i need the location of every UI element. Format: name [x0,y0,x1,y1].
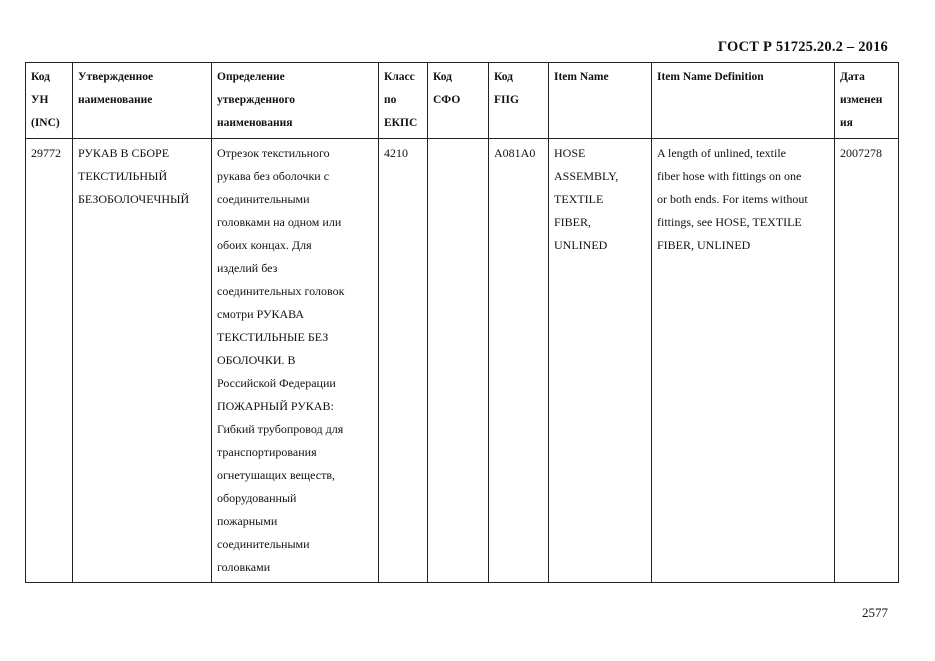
cell-ekps-class [379,139,428,583]
cell-text-line: TEXTILE [554,192,604,206]
header-text-line: Код [494,71,514,83]
cell-text-line: fittings, see HOSE, TEXTILE [657,215,802,229]
document-code: ГОСТ Р 51725.20.2 – 2016 [717,39,888,55]
cell-text-line: Гибкий трубопровод для [217,422,344,436]
cell-text-line: FIBER, UNLINED [657,238,751,252]
header-sfo-code [428,63,489,139]
cell-text-line: огнетушащих веществ, [217,468,336,482]
header-text-line: Item Name Definition [657,71,764,83]
header-text-line: Определение [217,71,285,83]
header-text-line: ия [840,117,853,129]
cell-text-line: ТЕКСТИЛЬНЫЕ БЕЗ [217,330,329,344]
cell-fiig-code [489,139,549,583]
header-text-line: FIIG [494,94,519,106]
header-text-line: УН [31,94,49,106]
cell-text-line: fiber hose with fittings on one [657,169,802,183]
cell-text-line: обоих концах. Для [217,238,312,252]
cell-text-line: ТЕКСТИЛЬНЫЙ [78,169,168,183]
header-text-line: по [384,94,397,106]
header-change-date [835,63,899,139]
header-text-line: наименования [217,117,293,129]
cell-text-line: изделий без [217,261,278,275]
header-text-line: ЕКПС [384,117,418,129]
cell-text-line: UNLINED [554,238,608,252]
cell-text-line: головками [217,560,271,574]
header-text-line: СФО [433,94,461,106]
cell-text-line: головками на одном или [217,215,342,229]
header-text-line: изменен [840,94,883,106]
cell-item-name [549,139,652,583]
cell-text-line: Российской Федерации [217,376,336,390]
header-text-line: утвержденного [217,94,296,106]
cell-inc-code [26,139,73,583]
cell-text-line: 29772 [31,146,61,160]
header-text-line: Код [433,71,453,83]
cell-text-line: 4210 [384,146,408,160]
cell-text-line: 2007278 [840,146,882,160]
header-text-line: Утвержденное [78,71,154,83]
cell-text-line: оборудованный [217,491,297,505]
cell-text-line: пожарными [217,514,278,528]
header-text-line: (INC) [31,117,60,129]
cell-text-line: соединительных головок [217,284,345,298]
header-name-definition [212,63,379,139]
table-header-row [26,63,899,139]
cell-text-line: ОБОЛОЧКИ. В [217,353,296,367]
cell-text-line: рукава без оболочки с [217,169,330,183]
cell-text-line: FIBER, [554,215,592,229]
header-approved-name [73,63,212,139]
cell-approved-name [73,139,212,583]
cell-text-line: A length of unlined, textile [657,146,786,160]
header-text-line: Класс [384,71,415,83]
cell-text-line: or both ends. For items without [657,192,808,206]
cell-text-line: соединительными [217,192,310,206]
cell-text-line: соединительными [217,537,310,551]
nomenclature-table [25,62,899,583]
header-text-line: Item Name [554,71,609,83]
cell-item-name-definition [652,139,835,583]
table-row [26,139,899,583]
cell-text-line: ПОЖАРНЫЙ РУКАВ: [217,399,334,413]
cell-change-date [835,139,899,583]
cell-text-line: смотри РУКАВА [217,307,305,321]
header-text-line: Дата [840,71,865,83]
page-number: 2577 [862,605,888,620]
header-text-line: Код [31,71,51,83]
header-text-line: наименование [78,94,153,106]
cell-text-line: РУКАВ В СБОРЕ [78,146,170,160]
header-item-name [549,63,652,139]
cell-text-line: ASSEMBLY, [554,169,619,183]
cell-text-line: HOSE [554,146,586,160]
cell-text-line: БЕЗОБОЛОЧЕЧНЫЙ [78,192,190,206]
cell-sfo-code [428,139,489,583]
cell-text-line: Отрезок текстильного [217,146,330,160]
header-inc-code [26,63,73,139]
header-fiig-code [489,63,549,139]
cell-name-definition [212,139,379,583]
header-ekps-class [379,63,428,139]
header-item-name-definition [652,63,835,139]
cell-text-line: A081A0 [494,146,536,160]
cell-text-line: транспортирования [217,445,317,459]
